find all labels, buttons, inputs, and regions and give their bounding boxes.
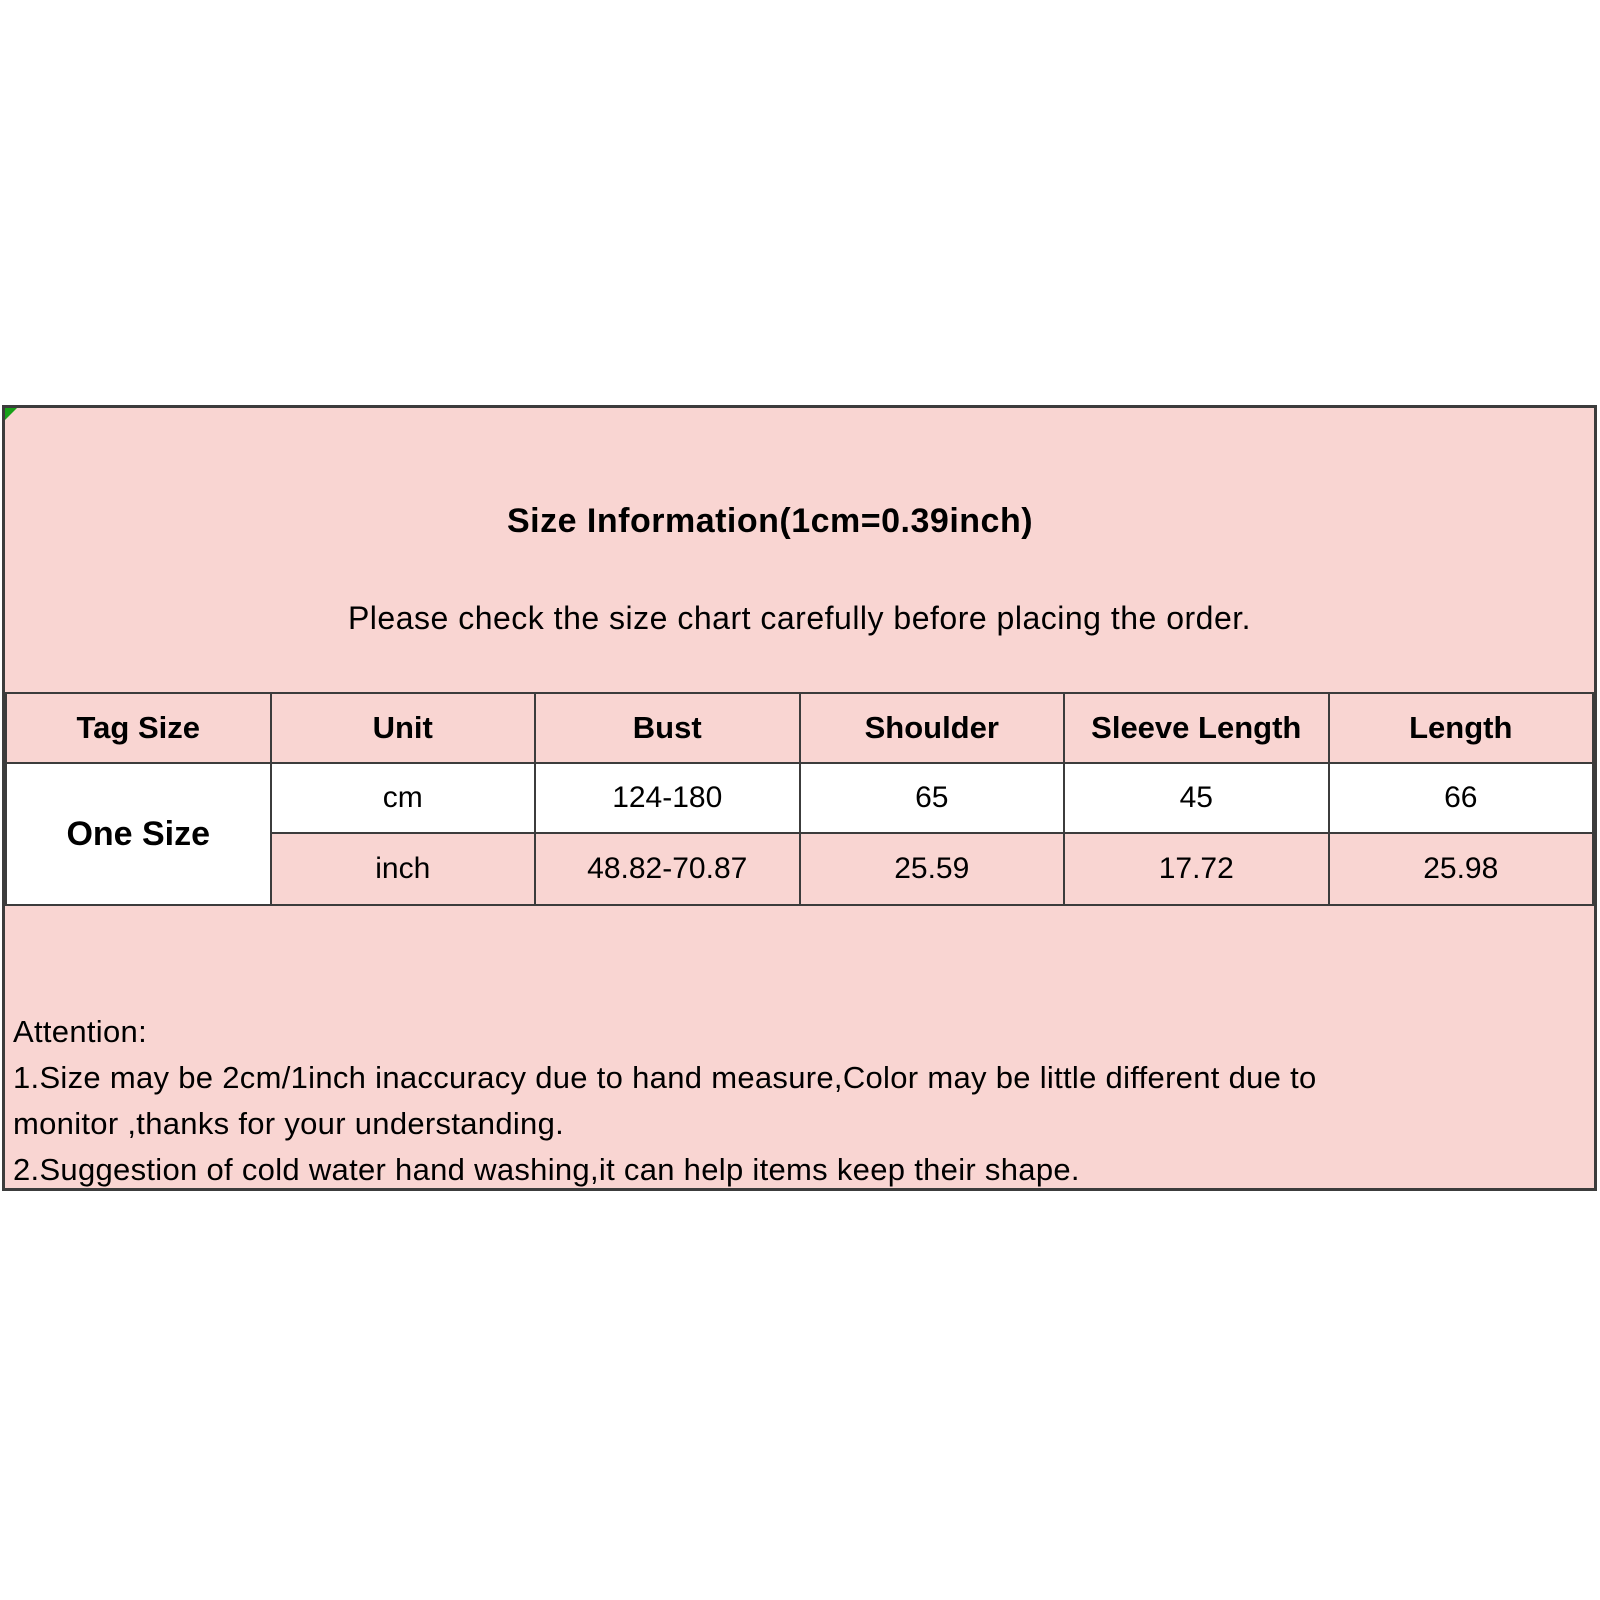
header-unit: Unit <box>271 693 536 763</box>
cell-cm-length: 66 <box>1329 763 1594 833</box>
cell-inch-unit: inch <box>271 833 536 905</box>
header-row <box>6 693 1593 763</box>
attention-line-3: 2.Suggestion of cold water hand washing,it can help items keep their shape. <box>13 1152 1080 1187</box>
size-table <box>5 692 1594 906</box>
cell-tag-size: One Size <box>6 763 271 905</box>
size-table-header <box>6 693 1593 763</box>
cell-cm-shoulder: 65 <box>800 763 1065 833</box>
attention-heading: Attention: <box>13 1014 147 1049</box>
attention-note <box>13 1009 1583 1191</box>
header-length: Length <box>1329 693 1594 763</box>
page-title: Size Information(1cm=0.39inch) <box>506 502 1034 540</box>
cell-inch-bust: 48.82-70.87 <box>535 833 800 905</box>
green-corner-marker-icon <box>5 408 17 420</box>
size-info-panel <box>2 405 1597 1191</box>
header-sleeve-length: Sleeve Length <box>1064 693 1329 763</box>
table-row-cm <box>6 763 1593 833</box>
size-table-body <box>6 763 1593 905</box>
cell-cm-bust: 124-180 <box>535 763 800 833</box>
cell-cm-sleeve-length: 45 <box>1064 763 1329 833</box>
cell-inch-shoulder: 25.59 <box>800 833 1065 905</box>
page-subtitle: Please check the size chart carefully before placing the order. <box>347 600 1252 636</box>
attention-line-1: 1.Size may be 2cm/1inch inaccuracy due to hand measure,Color may be little different due to <box>13 1060 1317 1095</box>
header-shoulder: Shoulder <box>800 693 1065 763</box>
header-bust: Bust <box>535 693 800 763</box>
header-tag-size: Tag Size <box>6 693 271 763</box>
cell-inch-length: 25.98 <box>1329 833 1594 905</box>
attention-line-2: monitor ,thanks for your understanding. <box>13 1106 565 1141</box>
cell-cm-unit: cm <box>271 763 536 833</box>
cell-inch-sleeve-length: 17.72 <box>1064 833 1329 905</box>
